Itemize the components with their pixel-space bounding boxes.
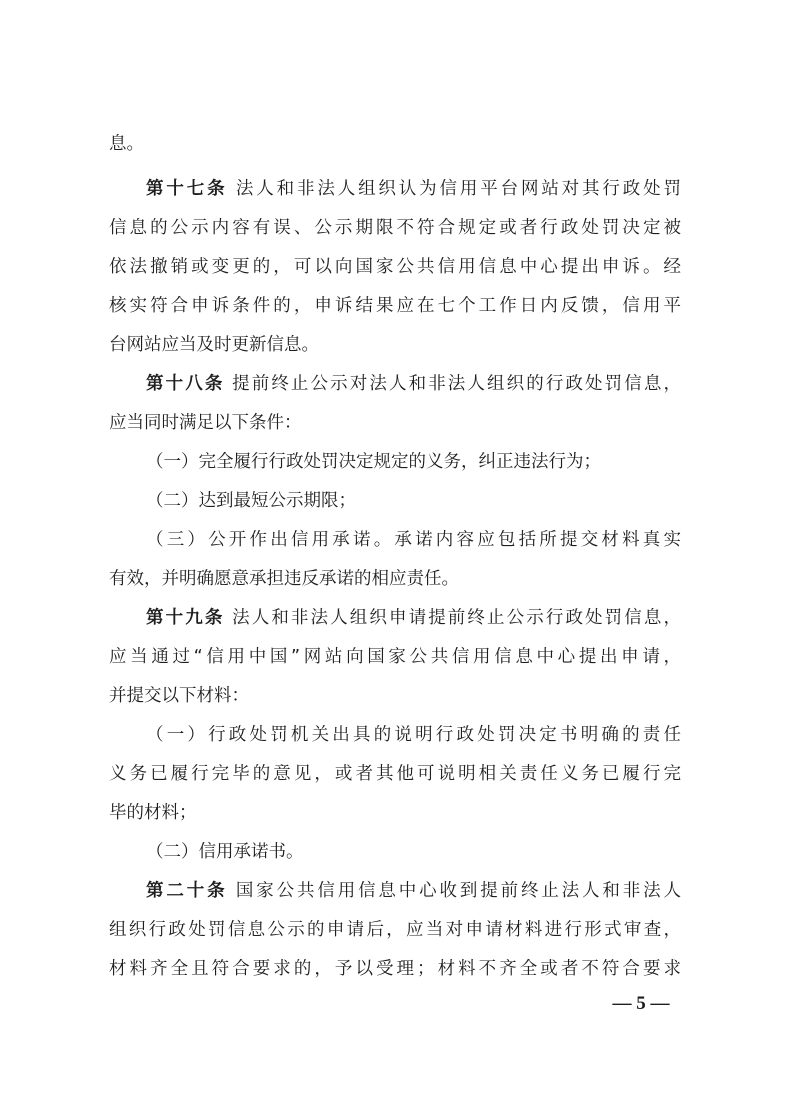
article-heading: 第二十条 [146, 881, 228, 901]
article-19-first-line: 第十九条 法人和非法人组织申请提前终止公示行政处罚信息， [146, 608, 681, 628]
text-line: 义务已履行完毕的意见，或者其他可说明相关责任义务已履行完 [109, 764, 681, 784]
text-line: 有效，并明确愿意承担违反承诺的相应责任。 [109, 569, 459, 589]
list-item: （一）行政处罚机关出具的说明行政处罚决定书明确的责任 [146, 725, 681, 745]
text-line: 材料齐全且符合要求的，予以受理；材料不齐全或者不符合要求 [109, 959, 681, 979]
page-number: — 5 — [612, 993, 670, 1014]
text-line: 核实符合申诉条件的，申诉结果应在七个工作日内反馈，信用平 [109, 296, 681, 316]
list-item: （三）公开作出信用承诺。承诺内容应包括所提交材料真实 [146, 530, 681, 550]
text-line: 台网站应当及时更新信息。 [109, 335, 319, 355]
text-line: 依法撤销或变更的，可以向国家公共信用信息中心提出申诉。经 [109, 257, 681, 277]
text-line: 应当同时满足以下条件： [109, 413, 302, 433]
text-line: 应当通过“信用中国”网站向国家公共信用信息中心提出申请， [109, 647, 681, 667]
list-item: （一）完全履行行政处罚决定规定的义务，纠正违法行为； [146, 452, 601, 472]
article-18-first-line: 第十八条 提前终止公示对法人和非法人组织的行政处罚信息， [146, 374, 681, 394]
text-line: 毕的材料； [109, 803, 197, 823]
text-line: 信息的公示内容有误、公示期限不符合规定或者行政处罚决定被 [109, 218, 681, 238]
article-heading: 第十八条 [146, 374, 225, 394]
list-item: （二）达到最短公示期限； [146, 491, 356, 511]
list-item: （二）信用承诺书。 [146, 842, 304, 862]
article-17-first-line: 第十七条 法人和非法人组织认为信用平台网站对其行政处罚 [146, 179, 681, 199]
text-line: 组织行政处罚信息公示的申请后，应当对申请材料进行形式审查， [109, 920, 681, 940]
text-line: 并提交以下材料： [109, 686, 249, 706]
text-line: 息。 [109, 134, 144, 154]
article-20-first-line: 第二十条 国家公共信用信息中心收到提前终止法人和非法人 [146, 881, 681, 901]
article-heading: 第十九条 [146, 608, 225, 628]
article-heading: 第十七条 [146, 179, 228, 199]
